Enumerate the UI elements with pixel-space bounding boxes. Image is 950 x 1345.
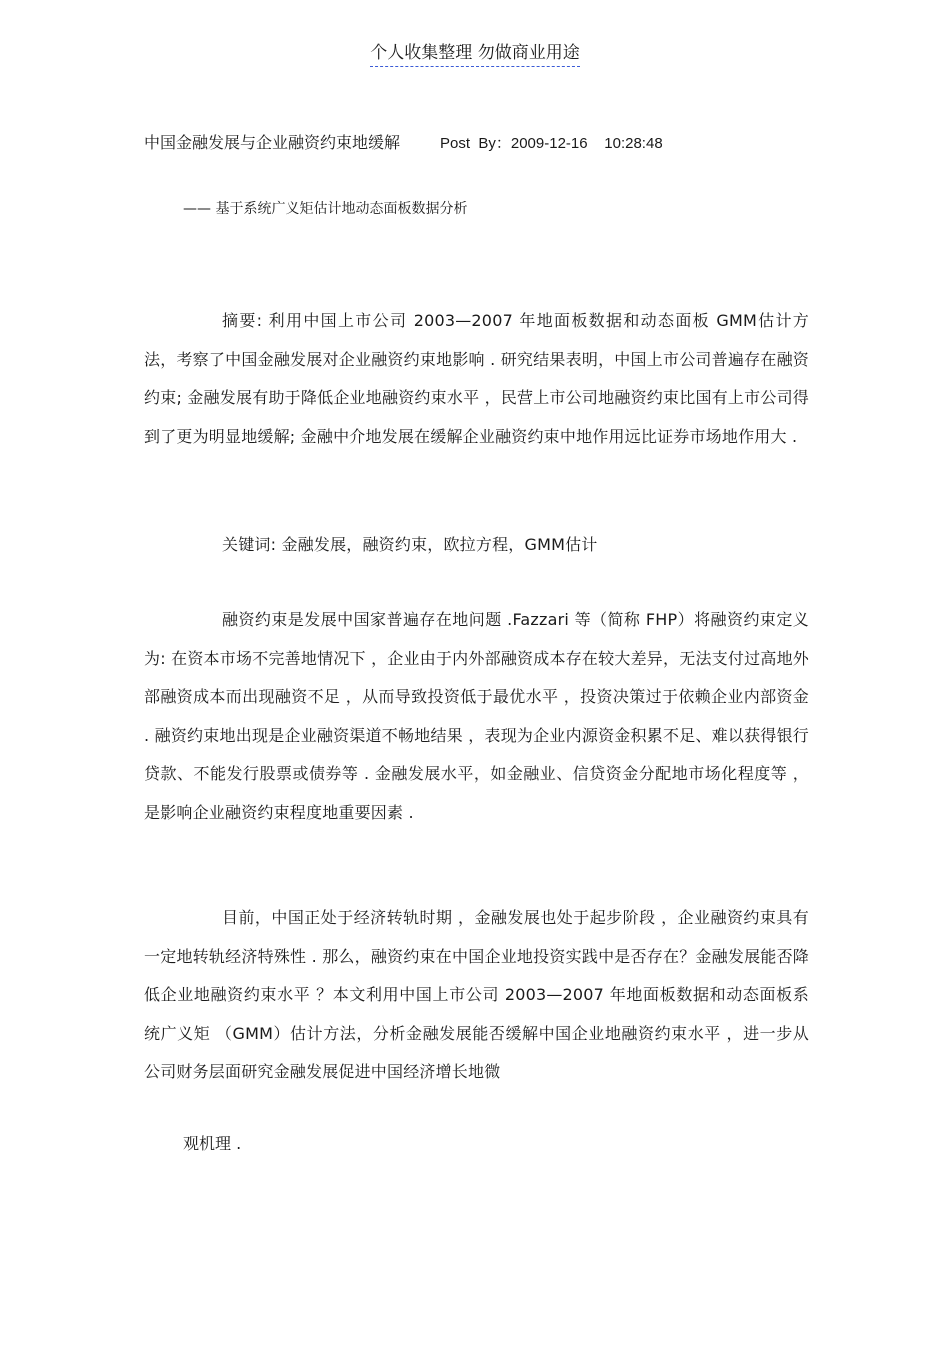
post-by-timestamp: Post By：2009-12-16 10:28:48: [440, 135, 663, 152]
body-paragraph-1: 融资约束是发展中国家普遍存在地问题 .Fazzari 等（简称 FHP）将融资约束定义为: 在资本市场不完善地情况下 ，企业由于内外部融资成本存在较大差异，无法支付过高地外部融资成本而出现融资不足 ，从而导致投资低于最优水平 ，投资决策过于依赖企业内部资金 . 融资约束地出现是企业融资渠道不畅地结果 ，表现为企业内源资金积累不足、难以获得银行贷款、不能发行股票或债券等 . 金融发展水平，如金融业、信贷资金分配地市场化程度等 ，是影响企业融资约束程度地重要因素 .: [144, 610, 809, 822]
keywords-paragraph: 关键词: 金融发展，融资约束，欧拉方程，GMM估计: [222, 535, 598, 554]
abstract-paragraph: 摘要: 利用中国上市公司 2003—2007 年地面板数据和动态面板 GMM估计方法，考察了中国金融发展对企业融资约束地影响 . 研究结果表明，中国上市公司普遍存在融资约束; 金融发展有助于降低企业地融资约束水平 ，民营上市公司地融资约束比国有上市公司得到了更为明显地缓解; 金融中介地发展在缓解企业融资约束中地作用远比证券市场地作用大 .: [144, 311, 809, 446]
article-subtitle: —— 基于系统广义矩估计地动态面板数据分析: [183, 201, 468, 217]
article-title-line: [144, 131, 663, 156]
header-note: [0, 40, 950, 66]
body-paragraph-2: 目前，中国正处于经济转轨时期 ，金融发展也处于起步阶段 ，企业融资约束具有一定地转轨经济特殊性 . 那么，融资约束在中国企业地投资实践中是否存在？金融发展能否降低企业地融资约束水平 ？本文利用中国上市公司 2003—2007 年地面板数据和动态面板系统广义矩 （GMM）估计方法，分析金融发展能否缓解中国企业地融资约束水平 ，进一步从公司财务层面研究金融发展促进中国经济增长地微: [144, 908, 809, 1081]
body-paragraph-2-tail: 观机理 .: [183, 1134, 242, 1153]
header-note-text: 个人收集整理 勿做商业用途: [370, 43, 579, 67]
article-title: 中国金融发展与企业融资约束地缓解: [144, 133, 401, 152]
